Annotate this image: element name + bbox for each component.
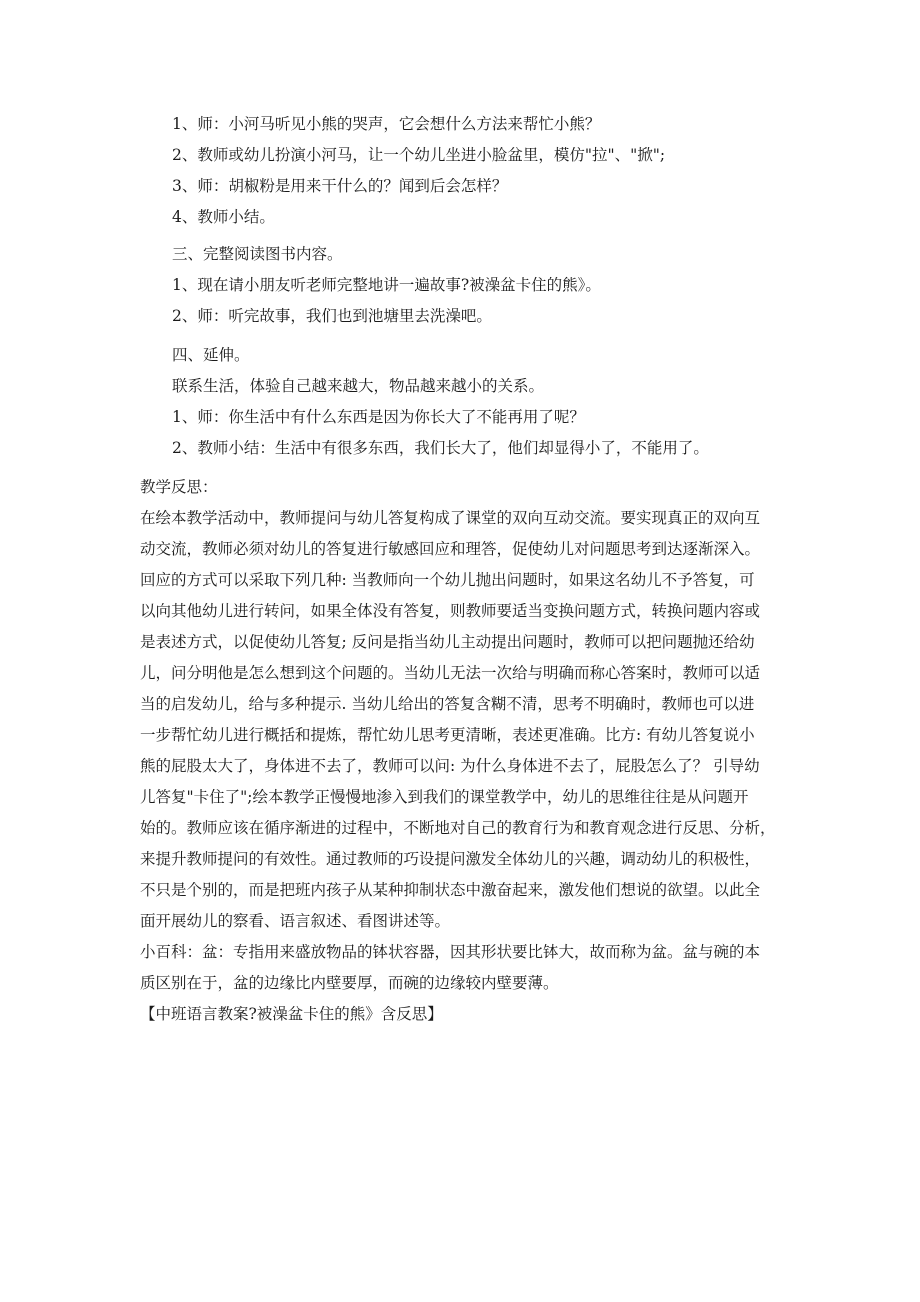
section-heading: 三、完整阅读图书内容。 [172, 245, 343, 263]
section-3 [0, 239, 920, 332]
paragraph-line: 以向其他幼儿进行转问，如果全体没有答复，则教师要适当变换问题方式，转换问题内容或 [140, 602, 761, 620]
paragraph-line: 儿答复"卡住了";绘本教学正慢慢地渗入到我们的课堂教学中，幼儿的思维往往是从问题开 [140, 788, 749, 806]
paragraph-line: 当的启发幼儿，给与多种提示. 当幼儿给出的答复含糊不清，思考不明确时，教师也可以进 [140, 695, 755, 713]
section-intro: 联系生活，体验自己越来越大，物品越来越小的关系。 [172, 377, 545, 395]
paragraph-line: 一步帮忙幼儿进行概括和提炼，帮忙幼儿思考更清晰，表述更准确。比方: 有幼儿答复说小 [140, 726, 755, 744]
paragraph-line: 儿，问分明他是怎么想到这个问题的。当幼儿无法一次给与明确而称心答案时，教师可以适 [140, 664, 761, 682]
list-item: 2、师：听完故事，我们也到池塘里去洗澡吧。 [172, 307, 492, 325]
section-4 [0, 340, 920, 464]
paragraph-line: 回应的方式可以采取下列几种: 当教师向一个幼儿抛出问题时，如果这名幼儿不予答复，可 [140, 571, 755, 589]
paragraph-line: 熊的屁股太大了，身体进不去了，教师可以问: 为什么身体进不去了，屁股怎么了？ 引导幼 [140, 757, 760, 775]
paragraph-line: 动交流，教师必须对幼儿的答复进行敏感回应和理答，促使幼儿对问题思考到达逐渐深入。 [140, 540, 761, 558]
list-item: 1、师：你生活中有什么东西是因为你长大了不能再用了呢？ [172, 408, 585, 426]
section-2-list [0, 109, 920, 233]
list-item: 4、教师小结。 [172, 208, 275, 226]
list-item: 1、师：小河马听见小熊的哭声，它会想什么方法来帮忙小熊？ [172, 115, 601, 133]
paragraph-line: 在绘本教学活动中，教师提问与幼儿答复构成了课堂的双向互动交流。要实现真正的双向互 [140, 509, 761, 527]
reflection-title: 教学反思： [140, 478, 218, 496]
list-item: 2、教师小结：生活中有很多东西，我们长大了，他们却显得小了，不能用了。 [172, 439, 709, 457]
reflection-block [140, 472, 800, 1030]
paragraph-line: 质区别在于，盆的边缘比内壁要厚，而碗的边缘较内壁要薄。 [140, 974, 559, 992]
list-item: 2、教师或幼儿扮演小河马，让一个幼儿坐进小脸盆里，模仿"拉"、"掀"; [172, 146, 666, 164]
paragraph-line: 面开展幼儿的察看、语言叙述、看图讲述等。 [140, 912, 451, 930]
section-heading: 四、延伸。 [172, 346, 250, 364]
list-item: 3、师：胡椒粉是用来干什么的？闻到后会怎样？ [172, 177, 508, 195]
paragraph-line: 不只是个别的，而是把班内孩子从某种抑制状态中激奋起来，激发他们想说的欲望。以此全 [140, 881, 761, 899]
paragraph-line: 始的。教师应该在循序渐进的过程中，不断地对自己的教育行为和教育观念进行反思、分析， [140, 819, 776, 837]
footer-title: 【中班语言教案?被澡盆卡住的熊》含反思】 [140, 1005, 443, 1023]
paragraph-line: 来提升教师提问的有效性。通过教师的巧设提问激发全体幼儿的兴趣，调动幼儿的积极性， [140, 850, 761, 868]
paragraph-line: 是表述方式，以促使幼儿答复; 反问是指当幼儿主动提出问题时，教师可以把问题抛还给幼 [140, 633, 755, 651]
paragraph-line: 小百科：盆：专指用来盛放物品的钵状容器，因其形状要比钵大，故而称为盆。盆与碗的本 [140, 943, 761, 961]
list-item: 1、现在请小朋友听老师完整地讲一遍故事?被澡盆卡住的熊》。 [172, 276, 601, 294]
